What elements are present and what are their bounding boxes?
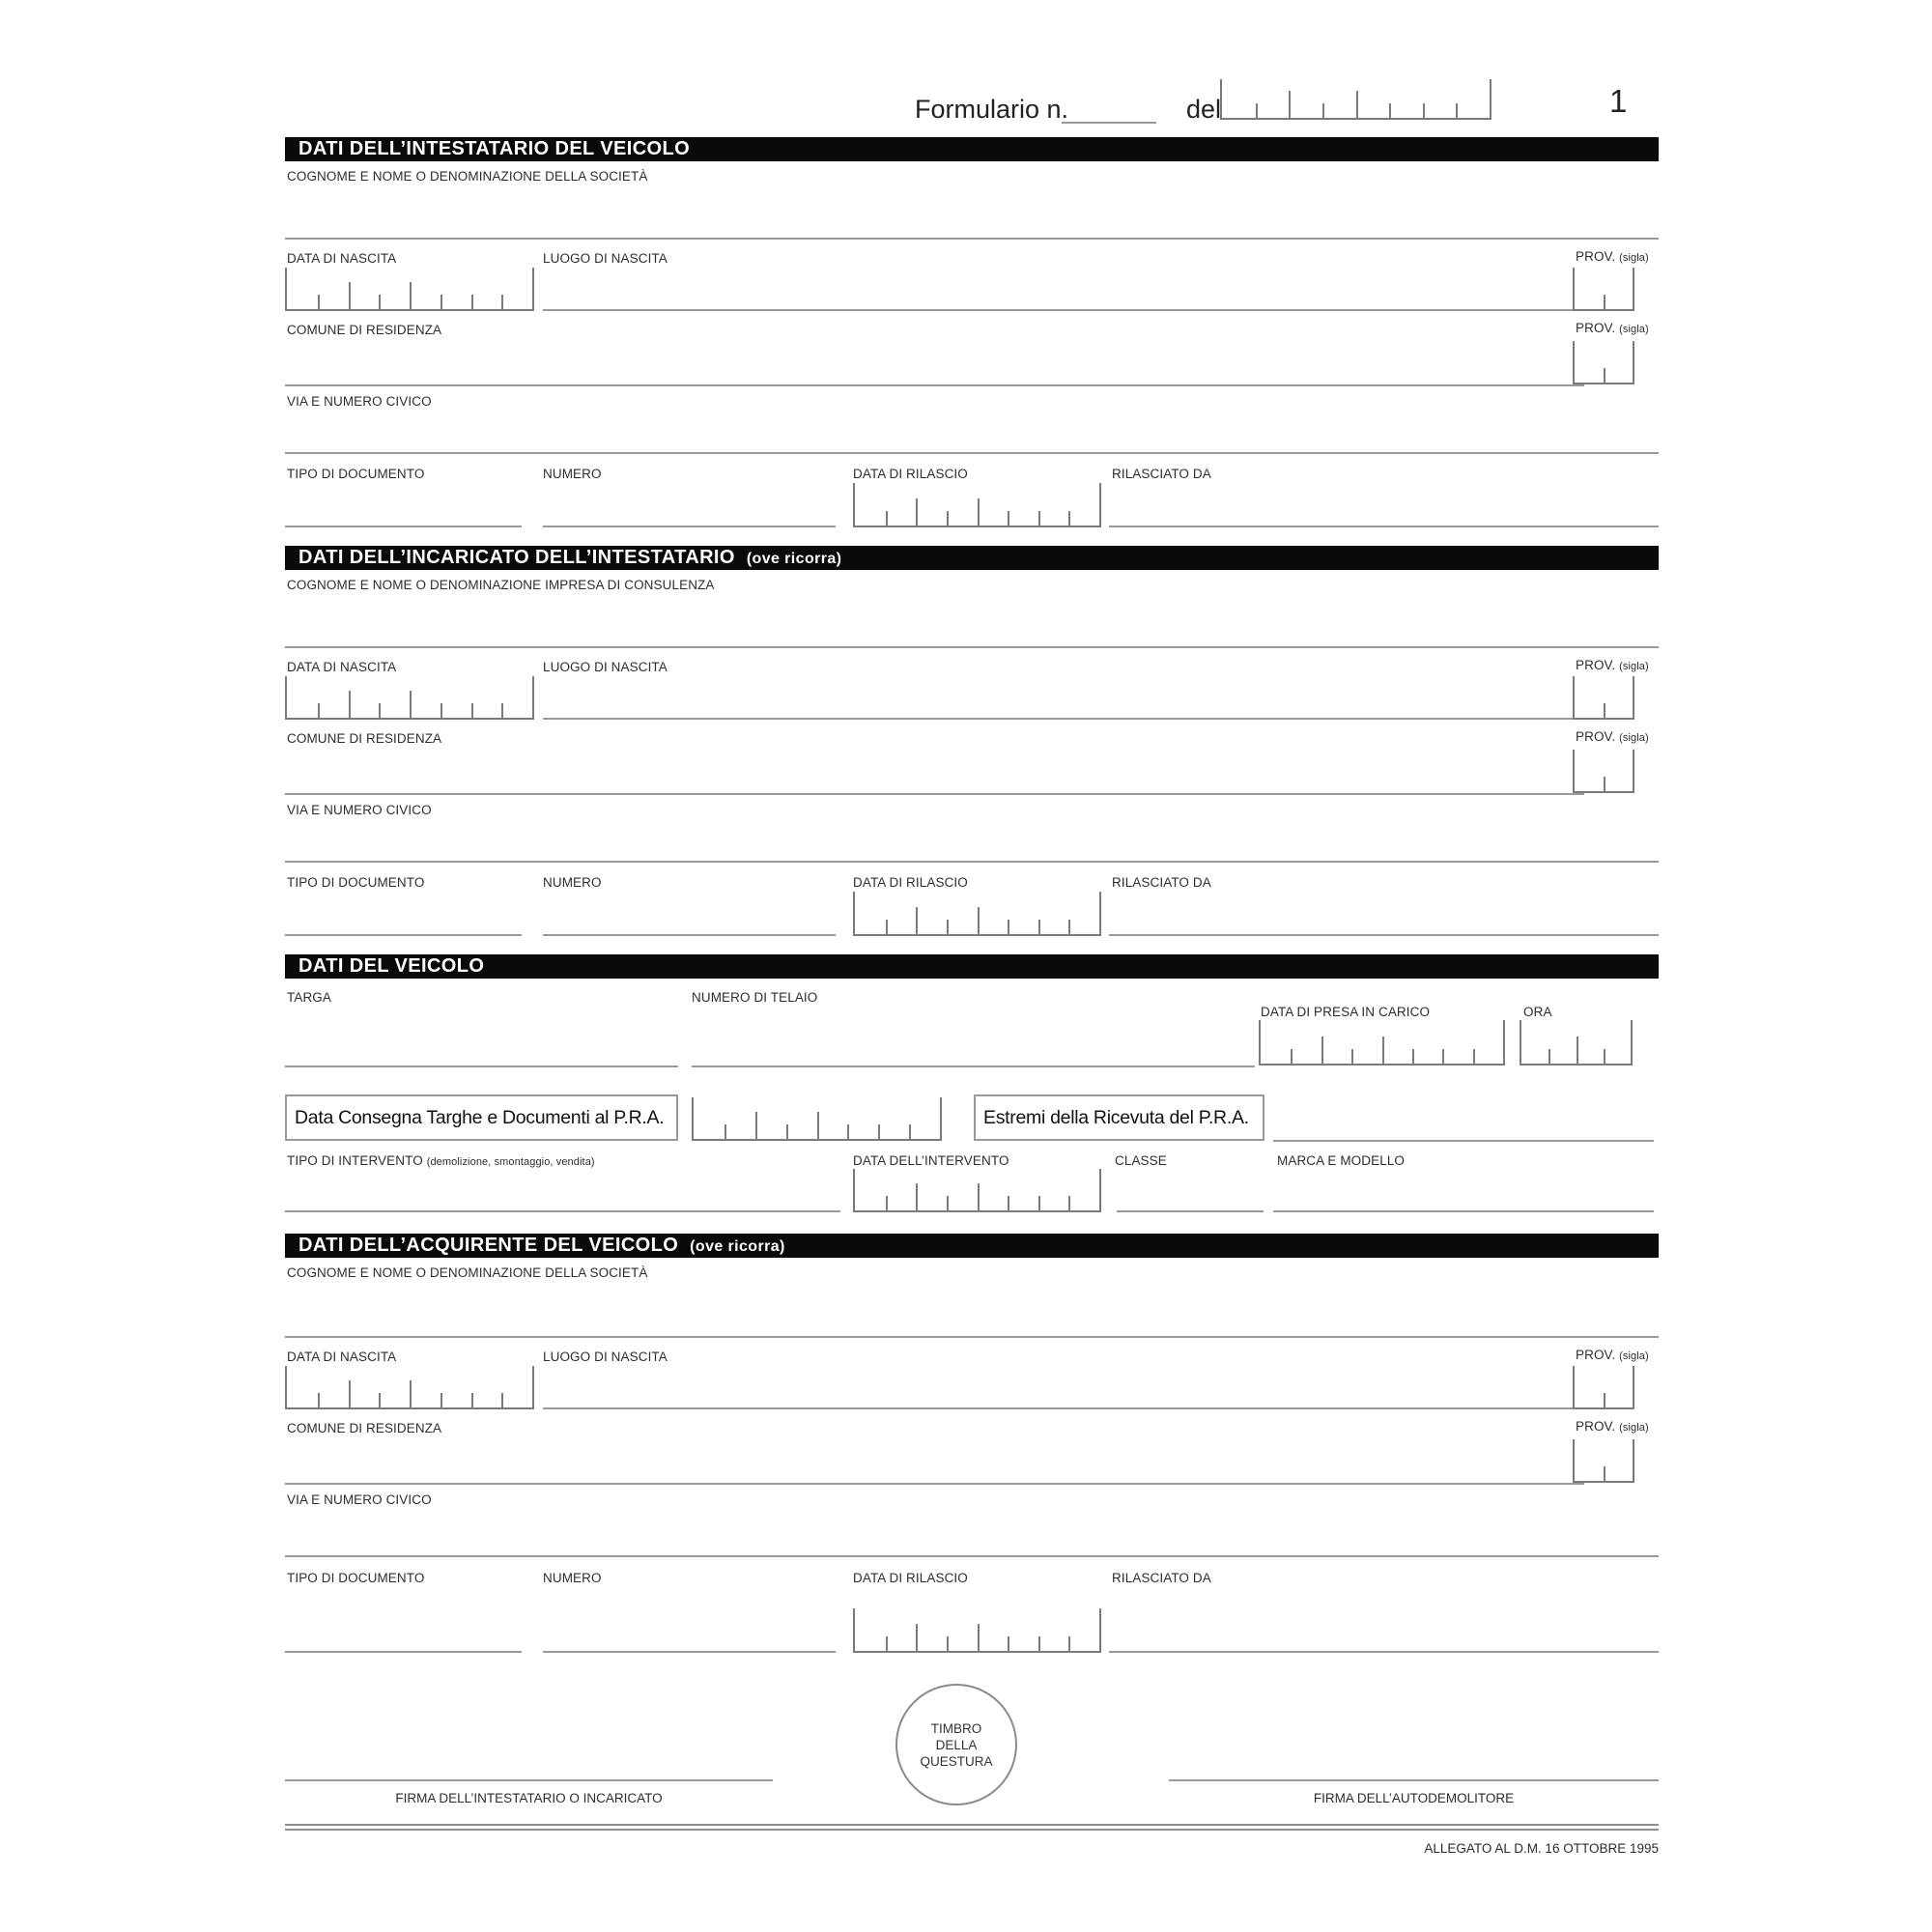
ricevuta-pra-label: Estremi della Ricevuta del P.R.A. — [983, 1106, 1249, 1128]
via-civico-label: VIA E NUMERO CIVICO — [287, 394, 432, 409]
prov-label — [1576, 321, 1649, 335]
prov-sigla-text: (sigla) — [1619, 252, 1649, 264]
data-nascita-label: DATA DI NASCITA — [287, 251, 397, 266]
prov-sigla-text: (sigla) — [1619, 732, 1649, 744]
firma-intestatario-field[interactable] — [285, 1779, 773, 1781]
data-intervento-label: DATA DELL’INTERVENTO — [853, 1153, 1009, 1168]
classe-label: CLASSE — [1115, 1153, 1167, 1168]
comune-residenza-field[interactable] — [285, 384, 1584, 386]
via-civico-field[interactable] — [285, 452, 1659, 454]
section-title: DATI DELL’INTESTATARIO DEL VEICOLO — [298, 138, 691, 159]
prov-label — [1576, 729, 1649, 744]
rilasciato-da-label: RILASCIATO DA — [1112, 467, 1211, 481]
section-title-bar — [285, 954, 1659, 979]
rilasciato-da-field[interactable] — [1109, 526, 1659, 527]
via-civico-field[interactable] — [285, 861, 1659, 863]
ora-label: ORA — [1523, 1005, 1552, 1019]
data-rilascio-comb-field[interactable] — [853, 483, 1101, 527]
via-civico-label: VIA E NUMERO CIVICO — [287, 803, 432, 817]
stamp-text-line: TIMBRO — [930, 1720, 982, 1736]
luogo-nascita-field[interactable] — [543, 1407, 1584, 1409]
rilasciato-da-label: RILASCIATO DA — [1112, 875, 1211, 890]
prov-label — [1576, 1348, 1649, 1362]
rilasciato-da-label: RILASCIATO DA — [1112, 1571, 1211, 1585]
prov-label — [1576, 249, 1649, 264]
consegna-pra-label: Data Consegna Targhe e Documenti al P.R.A. — [295, 1106, 665, 1128]
comune-residenza-field[interactable] — [285, 793, 1584, 795]
marca-modello-field[interactable] — [1273, 1210, 1654, 1212]
tipo-intervento-field[interactable] — [285, 1210, 840, 1212]
formulario-date-comb-field[interactable] — [1220, 79, 1492, 120]
numero-telaio-label: NUMERO DI TELAIO — [692, 990, 818, 1005]
cognome-label: COGNOME E NOME O DENOMINAZIONE DELLA SOCIETÀ — [287, 1265, 648, 1280]
rilasciato-da-field[interactable] — [1109, 1651, 1659, 1653]
page-number: 1 — [1609, 83, 1628, 119]
comune-residenza-label: COMUNE DI RESIDENZA — [287, 1421, 442, 1435]
tipo-documento-field[interactable] — [285, 934, 522, 936]
prov-comb-field[interactable] — [1573, 268, 1634, 311]
luogo-nascita-label: LUOGO DI NASCITA — [543, 251, 668, 266]
via-civico-label: VIA E NUMERO CIVICO — [287, 1492, 432, 1507]
section-title-bar — [285, 546, 1659, 570]
stamp-text-line: QUESTURA — [920, 1753, 993, 1769]
data-rilascio-comb-field[interactable] — [853, 892, 1101, 936]
targa-field[interactable] — [285, 1065, 678, 1067]
data-nascita-comb-field[interactable] — [285, 676, 534, 720]
section-title-suffix: (ove ricorra) — [746, 551, 842, 567]
luogo-nascita-label: LUOGO DI NASCITA — [543, 660, 668, 674]
classe-field[interactable] — [1117, 1210, 1264, 1212]
cognome-field[interactable] — [285, 1336, 1659, 1338]
bottom-rule — [285, 1824, 1659, 1831]
luogo-nascita-field[interactable] — [543, 718, 1584, 720]
section-title-suffix: (ove ricorra) — [690, 1238, 785, 1255]
numero-label: NUMERO — [543, 467, 602, 481]
prov-text: PROV. — [1576, 249, 1616, 264]
prov-text: PROV. — [1576, 1419, 1616, 1434]
data-presa-carico-label: DATA DI PRESA IN CARICO — [1261, 1005, 1431, 1019]
data-rilascio-comb-field[interactable] — [853, 1608, 1101, 1653]
targa-label: TARGA — [287, 990, 332, 1005]
data-presa-carico-comb-field[interactable] — [1259, 1020, 1505, 1065]
section-title: DATI DEL VEICOLO — [298, 955, 485, 977]
data-intervento-comb-field[interactable] — [853, 1169, 1101, 1212]
consegna-pra-date-comb-field[interactable] — [692, 1097, 942, 1141]
data-nascita-comb-field[interactable] — [285, 1366, 534, 1409]
data-nascita-label: DATA DI NASCITA — [287, 660, 397, 674]
data-rilascio-label: DATA DI RILASCIO — [853, 875, 968, 890]
comune-residenza-label: COMUNE DI RESIDENZA — [287, 731, 442, 746]
numero-label: NUMERO — [543, 875, 602, 890]
ricevuta-pra-field[interactable] — [1273, 1140, 1654, 1142]
numero-field[interactable] — [543, 1651, 836, 1653]
prov-label — [1576, 658, 1649, 672]
prov-text: PROV. — [1576, 729, 1616, 744]
via-civico-field[interactable] — [285, 1555, 1659, 1557]
prov-comb-field[interactable] — [1573, 1439, 1634, 1483]
questura-stamp-area — [895, 1684, 1017, 1805]
section-title-bar — [285, 1234, 1659, 1258]
data-nascita-label: DATA DI NASCITA — [287, 1350, 397, 1364]
tipo-documento-label: TIPO DI DOCUMENTO — [287, 467, 425, 481]
del-label: del — [1186, 95, 1222, 124]
prov-sigla-text: (sigla) — [1619, 1350, 1649, 1362]
section-title: DATI DELL’INCARICATO DELL’INTESTATARIO — [298, 547, 735, 568]
tipo-intervento-note: (demolizione, smontaggio, vendita) — [426, 1156, 595, 1168]
data-rilascio-label: DATA DI RILASCIO — [853, 1571, 968, 1585]
firma-intestatario-label: FIRMA DELL’INTESTATARIO O INCARICATO — [395, 1791, 663, 1805]
prov-label — [1576, 1419, 1649, 1434]
numero-label: NUMERO — [543, 1571, 602, 1585]
section-title: DATI DELL’ACQUIRENTE DEL VEICOLO — [298, 1235, 679, 1256]
numero-telaio-field[interactable] — [692, 1065, 1255, 1067]
comune-residenza-label: COMUNE DI RESIDENZA — [287, 323, 442, 337]
numero-field[interactable] — [543, 934, 836, 936]
prov-sigla-text: (sigla) — [1619, 1422, 1649, 1434]
comune-residenza-field[interactable] — [285, 1483, 1584, 1485]
tipo-intervento-label — [287, 1153, 595, 1168]
consegna-pra-label-box — [285, 1094, 678, 1141]
ricevuta-pra-label-box — [974, 1094, 1264, 1141]
tipo-documento-field[interactable] — [285, 1651, 522, 1653]
luogo-nascita-field[interactable] — [543, 309, 1584, 311]
tipo-documento-label: TIPO DI DOCUMENTO — [287, 875, 425, 890]
data-rilascio-label: DATA DI RILASCIO — [853, 467, 968, 481]
formulario-label: Formulario n. — [915, 95, 1069, 124]
stamp-text-line: DELLA — [935, 1737, 978, 1752]
firma-autodemolitore-label: FIRMA DELL’AUTODEMOLITORE — [1313, 1791, 1515, 1805]
cognome-label: COGNOME E NOME O DENOMINAZIONE IMPRESA DI CONSULENZA — [287, 578, 715, 592]
section-title-bar — [285, 137, 1659, 161]
allegato-note: ALLEGATO AL D.M. 16 OTTOBRE 1995 — [1424, 1841, 1659, 1856]
tipo-documento-label: TIPO DI DOCUMENTO — [287, 1571, 425, 1585]
prov-sigla-text: (sigla) — [1619, 661, 1649, 672]
prov-text: PROV. — [1576, 1348, 1616, 1362]
tipo-documento-field[interactable] — [285, 526, 522, 527]
ora-comb-field[interactable] — [1520, 1020, 1633, 1065]
data-nascita-comb-field[interactable] — [285, 268, 534, 311]
marca-modello-label: MARCA E MODELLO — [1277, 1153, 1406, 1168]
prov-comb-field[interactable] — [1573, 676, 1634, 720]
prov-text: PROV. — [1576, 658, 1616, 672]
prov-comb-field[interactable] — [1573, 750, 1634, 793]
prov-comb-field[interactable] — [1573, 1366, 1634, 1409]
luogo-nascita-label: LUOGO DI NASCITA — [543, 1350, 668, 1364]
cognome-field[interactable] — [285, 646, 1659, 648]
tipo-intervento-text: TIPO DI INTERVENTO — [287, 1153, 423, 1168]
prov-sigla-text: (sigla) — [1619, 324, 1649, 335]
firma-autodemolitore-field[interactable] — [1169, 1779, 1659, 1781]
prov-text: PROV. — [1576, 321, 1616, 335]
rilasciato-da-field[interactable] — [1109, 934, 1659, 936]
formulario-number-field[interactable] — [1062, 122, 1156, 124]
cognome-field[interactable] — [285, 238, 1659, 240]
cognome-label: COGNOME E NOME O DENOMINAZIONE DELLA SOCIETÀ — [287, 169, 648, 184]
prov-comb-field[interactable] — [1573, 341, 1634, 384]
numero-field[interactable] — [543, 526, 836, 527]
